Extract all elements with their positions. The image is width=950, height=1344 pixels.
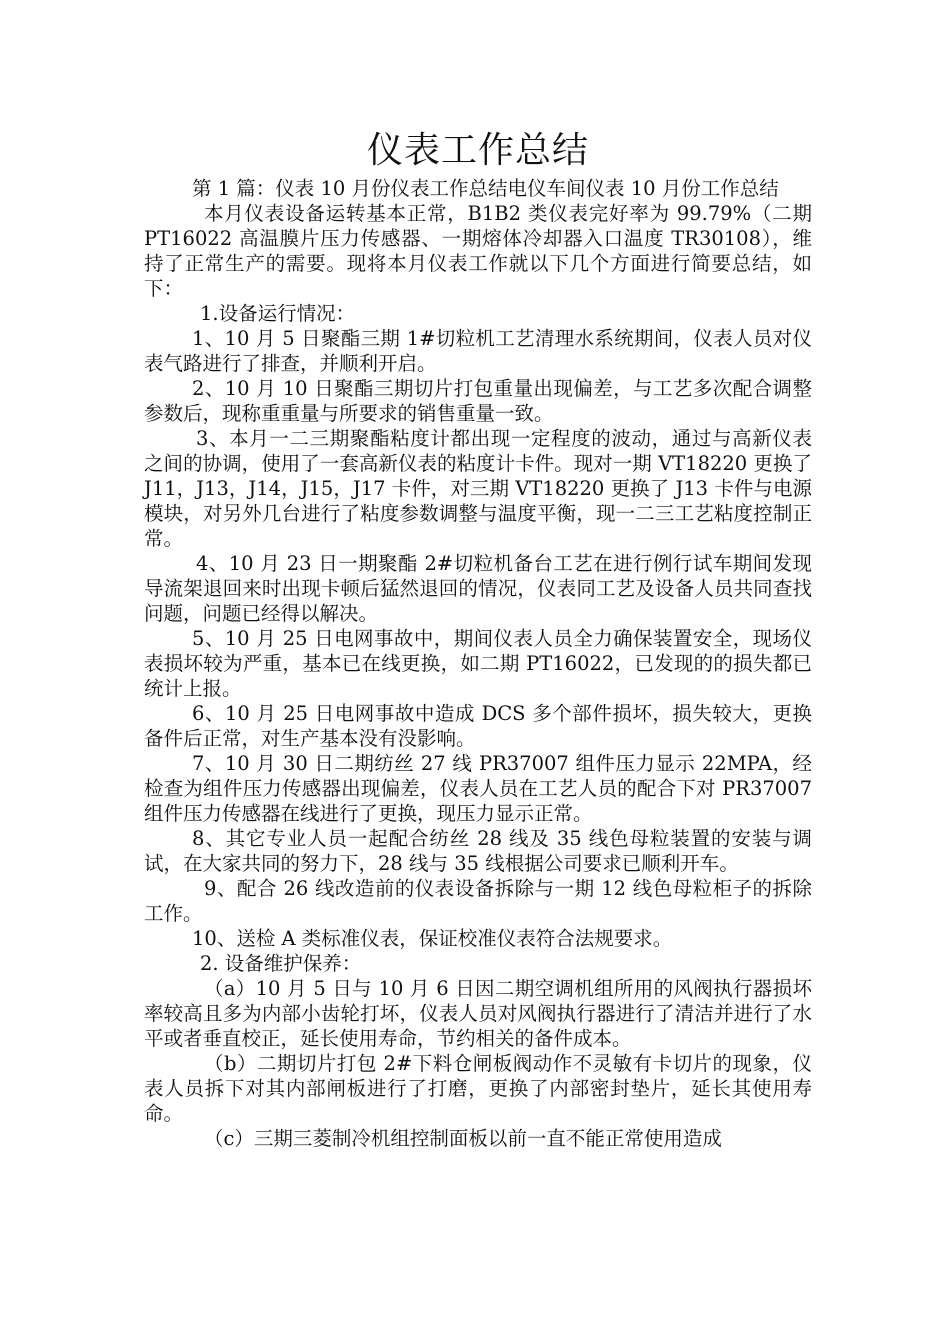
list-item: 6、10 月 25 日电网事故中造成 DCS 多个部件损坏，损失较大，更换备件后正常，对生产基本没有没影响。	[144, 702, 812, 750]
document-title: 仪表工作总结	[366, 130, 589, 171]
list-item: 3、本月一二三期聚酯粘度计都出现一定程度的波动，通过与高新仪表之间的协调，使用了一套高新仪表的粘度计卡件。现对一期 VT18220 更换了 J11，J13，J14，J15，J17 卡件，对三期 VT18220 更换了 J13 卡件与电源模块，对另外几台进行了粘度参数调整与温度平衡，现一二三工艺粘度控制正常。	[144, 427, 812, 550]
list-item: 5、10 月 25 日电网事故中，期间仪表人员全力确保装置安全，现场仪表损坏较为严重，基本已在线更换，如二期 PT16022，已发现的的损失都已统计上报。	[144, 627, 812, 700]
list-item: 10、送检 A 类标准仪表，保证校准仪表符合法规要求。	[192, 927, 673, 950]
maintenance-item: （c）三期三菱制冷机组控制面板以前一直不能正常使用造成	[204, 1127, 722, 1150]
section-heading-maintenance: 2. 设备维护保养：	[200, 952, 362, 975]
list-item: 1、10 月 5 日聚酯三期 1#切粒机工艺清理水系统期间，仪表人员对仪表气路进行了排查，并顺利开启。	[144, 327, 812, 375]
list-item: 4、10 月 23 日一期聚酯 2#切粒机备台工艺在进行例行试车期间发现导流架退回来时出现卡顿后猛然退回的情况，仪表同工艺及设备人员共同查找问题，问题已经得以解决。	[144, 552, 812, 625]
maintenance-item: （a）10 月 5 日与 10 月 6 日因二期空调机组所用的风阀执行器损坏率较高且多为内部小齿轮打坏，仪表人员对风阀执行器进行了清洁并进行了水平或者垂直校正，延长使用寿命，节约相关的备件成本。	[144, 977, 812, 1050]
maintenance-item: （b）二期切片打包 2#下料仓闸板阀动作不灵敏有卡切片的现象，仪表人员拆下对其内部闸板进行了打磨，更换了内部密封垫片，延长其使用寿命。	[144, 1052, 812, 1125]
section-heading-operation: 1.设备运行情况：	[200, 302, 356, 325]
intro-paragraph: 本月仪表设备运转基本正常，B1B2 类仪表完好率为 99.79%（二期 PT16022 高温膜片压力传感器、一期熔体冷却器入口温度 TR30108），维持了正常生产的需要。现将本月仪表工作就以下几个方面进行简要总结，如下：	[144, 202, 812, 300]
list-item: 7、10 月 30 日二期纺丝 27 线 PR37007 组件压力显示 22MPA，经检查为组件压力传感器出现偏差，仪表人员在工艺人员的配合下对 PR37007 组件压力传感器在线进行了更换，现压力显示正常。	[144, 752, 812, 825]
list-item: 9、配合 26 线改造前的仪表设备拆除与一期 12 线色母粒柜子的拆除工作。	[144, 877, 812, 925]
list-item: 2、10 月 10 日聚酯三期切片打包重量出现偏差，与工艺多次配合调整参数后，现称重重量与所要求的销售重量一致。	[144, 377, 812, 425]
document-page	[144, 128, 812, 1151]
article-subtitle: 第 1 篇：仪表 10 月份仪表工作总结电仪车间仪表 10 月份工作总结	[192, 177, 779, 200]
list-item: 8、其它专业人员一起配合纺丝 28 线及 35 线色母粒装置的安装与调试，在大家共同的努力下，28 线与 35 线根据公司要求已顺利开车。	[144, 827, 812, 875]
